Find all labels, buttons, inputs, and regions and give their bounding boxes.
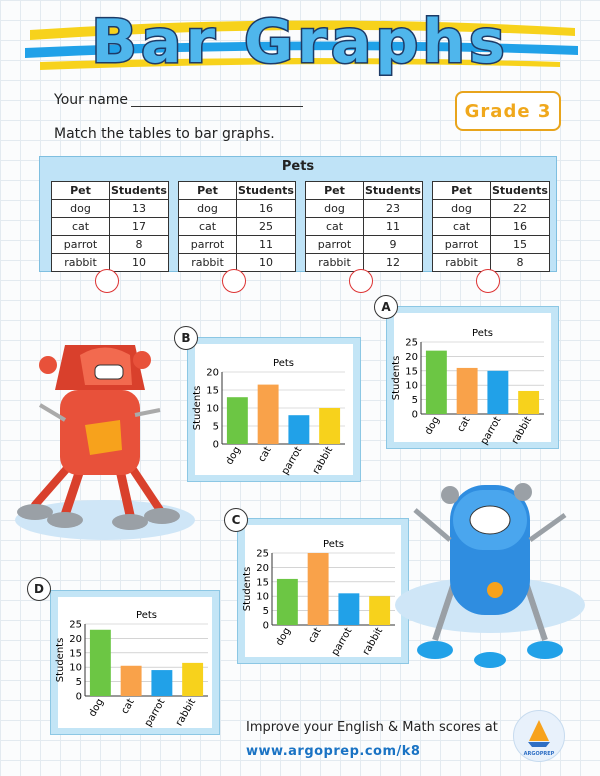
y-tick-label: 15 xyxy=(206,385,219,397)
bar-chart-b xyxy=(187,337,361,482)
y-axis-label: Students xyxy=(55,637,66,683)
bar-parrot xyxy=(151,670,172,696)
y-tick-label: 20 xyxy=(405,351,418,363)
x-tick-label: parrot xyxy=(478,415,504,447)
bar-dog xyxy=(277,579,298,625)
title-banner xyxy=(0,0,600,80)
x-tick-label: cat xyxy=(455,415,473,434)
bar-parrot xyxy=(338,593,359,625)
y-tick-label: 10 xyxy=(206,403,219,415)
students-cell: 12 xyxy=(364,254,423,272)
red-robot-illustration xyxy=(10,330,200,545)
pets-table-2 xyxy=(178,181,296,272)
table-header: Students xyxy=(110,182,169,200)
pet-cell: rabbit xyxy=(306,254,364,272)
students-cell: 10 xyxy=(110,254,169,272)
chart-letter-a: A xyxy=(374,295,398,319)
y-axis-label: Students xyxy=(391,355,402,401)
table-header: Students xyxy=(237,182,296,200)
pets-table-1 xyxy=(51,181,169,272)
students-cell: 23 xyxy=(364,200,423,218)
table-row xyxy=(52,218,169,236)
pet-cell: rabbit xyxy=(433,254,491,272)
y-tick-label: 5 xyxy=(262,606,269,618)
table-row xyxy=(306,236,423,254)
students-cell: 11 xyxy=(237,236,296,254)
y-tick-label: 0 xyxy=(212,439,219,451)
pet-cell: dog xyxy=(52,200,110,218)
x-tick-label: dog xyxy=(87,697,106,719)
pets-table-3 xyxy=(305,181,423,272)
y-tick-label: 15 xyxy=(405,366,418,378)
footer-line-1: Improve your English & Math scores at xyxy=(246,720,498,735)
x-tick-label: cat xyxy=(119,697,137,716)
x-tick-label: rabbit xyxy=(509,415,535,447)
table-row xyxy=(52,236,169,254)
bar-chart-c xyxy=(237,518,409,664)
y-tick-label: 5 xyxy=(411,395,418,407)
bar-cat xyxy=(308,553,329,625)
bar-rabbit xyxy=(518,391,539,414)
chart-letter-b: B xyxy=(174,326,198,350)
pet-cell: cat xyxy=(306,218,364,236)
grade-badge: Grade 3 xyxy=(455,91,561,131)
answer-circle-3[interactable] xyxy=(349,269,373,293)
y-tick-label: 20 xyxy=(206,367,219,379)
students-cell: 17 xyxy=(110,218,169,236)
table-row xyxy=(306,200,423,218)
table-header: Students xyxy=(491,182,550,200)
y-tick-label: 20 xyxy=(69,633,82,645)
footer-link[interactable]: www.argoprep.com/k8 xyxy=(246,744,421,759)
bar-parrot xyxy=(487,371,508,414)
chart-letter-d: D xyxy=(27,577,51,601)
y-tick-label: 5 xyxy=(75,677,82,689)
name-label: Your name xyxy=(54,92,129,108)
chart-title: Pets xyxy=(472,328,493,339)
y-tick-label: 10 xyxy=(69,662,82,674)
pet-cell: parrot xyxy=(433,236,491,254)
students-cell: 11 xyxy=(364,218,423,236)
pet-cell: rabbit xyxy=(52,254,110,272)
x-tick-label: rabbit xyxy=(310,445,336,477)
chart-letter-c: C xyxy=(224,508,248,532)
students-cell: 15 xyxy=(491,236,550,254)
students-cell: 13 xyxy=(110,200,169,218)
table-row xyxy=(179,200,296,218)
bar-cat xyxy=(457,368,478,414)
pet-cell: parrot xyxy=(52,236,110,254)
bar-rabbit xyxy=(369,596,390,625)
pet-cell: cat xyxy=(179,218,237,236)
y-axis-label: Students xyxy=(242,566,253,612)
pet-cell: cat xyxy=(433,218,491,236)
x-tick-label: parrot xyxy=(329,626,355,658)
x-tick-label: parrot xyxy=(142,697,168,729)
x-tick-label: dog xyxy=(224,445,243,467)
name-input-line[interactable] xyxy=(131,106,303,107)
y-tick-label: 25 xyxy=(256,548,269,560)
y-tick-label: 20 xyxy=(256,562,269,574)
x-tick-label: rabbit xyxy=(173,697,199,729)
students-cell: 22 xyxy=(491,200,550,218)
blue-robot-illustration xyxy=(395,470,585,680)
bar-parrot xyxy=(288,415,309,444)
bar-rabbit xyxy=(319,408,340,444)
y-axis-label: Students xyxy=(192,385,203,431)
pet-cell: parrot xyxy=(306,236,364,254)
x-tick-label: dog xyxy=(423,415,442,437)
table-header: Students xyxy=(364,182,423,200)
y-tick-label: 10 xyxy=(405,380,418,392)
x-tick-label: parrot xyxy=(279,445,305,477)
table-header: Pet xyxy=(433,182,491,200)
students-cell: 9 xyxy=(364,236,423,254)
pet-cell: parrot xyxy=(179,236,237,254)
pet-cell: dog xyxy=(433,200,491,218)
table-header: Pet xyxy=(306,182,364,200)
table-row xyxy=(179,218,296,236)
y-tick-label: 0 xyxy=(75,691,82,703)
pet-cell: rabbit xyxy=(179,254,237,272)
tables-title: Pets xyxy=(281,159,315,174)
y-tick-label: 0 xyxy=(411,409,418,421)
table-header: Pet xyxy=(179,182,237,200)
pet-cell: dog xyxy=(306,200,364,218)
bar-chart-a xyxy=(386,306,559,449)
table-row xyxy=(179,236,296,254)
students-cell: 25 xyxy=(237,218,296,236)
bar-dog xyxy=(90,630,111,696)
students-cell: 8 xyxy=(110,236,169,254)
y-tick-label: 25 xyxy=(69,619,82,631)
chart-title: Pets xyxy=(136,610,157,621)
y-tick-label: 10 xyxy=(256,591,269,603)
bar-cat xyxy=(258,385,279,444)
bar-dog xyxy=(227,397,248,444)
bar-cat xyxy=(121,666,142,696)
students-cell: 16 xyxy=(237,200,296,218)
students-cell: 10 xyxy=(237,254,296,272)
table-row xyxy=(433,200,550,218)
table-row xyxy=(306,218,423,236)
y-tick-label: 5 xyxy=(212,421,219,433)
pet-cell: cat xyxy=(52,218,110,236)
x-tick-label: rabbit xyxy=(360,626,386,658)
page-title: Bar Graphs xyxy=(91,7,509,77)
answer-circle-1[interactable] xyxy=(95,269,119,293)
chart-title: Pets xyxy=(323,539,344,550)
pet-cell: dog xyxy=(179,200,237,218)
y-tick-label: 15 xyxy=(69,648,82,660)
instruction-text: Match the tables to bar graphs. xyxy=(54,126,275,142)
pets-table-4 xyxy=(432,181,550,272)
table-row xyxy=(433,218,550,236)
students-cell: 16 xyxy=(491,218,550,236)
x-tick-label: cat xyxy=(306,626,324,645)
answer-circle-4[interactable] xyxy=(476,269,500,293)
y-tick-label: 15 xyxy=(256,577,269,589)
y-tick-label: 0 xyxy=(262,620,269,632)
table-header: Pet xyxy=(52,182,110,200)
y-tick-label: 25 xyxy=(405,337,418,349)
bar-rabbit xyxy=(182,663,203,696)
bar-dog xyxy=(426,351,447,414)
bar-chart-d xyxy=(50,590,220,735)
table-row xyxy=(433,236,550,254)
chart-title: Pets xyxy=(273,358,294,369)
x-tick-label: cat xyxy=(256,445,274,464)
logo-text: ARGOPREP xyxy=(523,751,555,757)
students-cell: 8 xyxy=(491,254,550,272)
table-row xyxy=(52,200,169,218)
x-tick-label: dog xyxy=(274,626,293,648)
answer-circle-2[interactable] xyxy=(222,269,246,293)
argoprep-logo xyxy=(513,710,565,762)
